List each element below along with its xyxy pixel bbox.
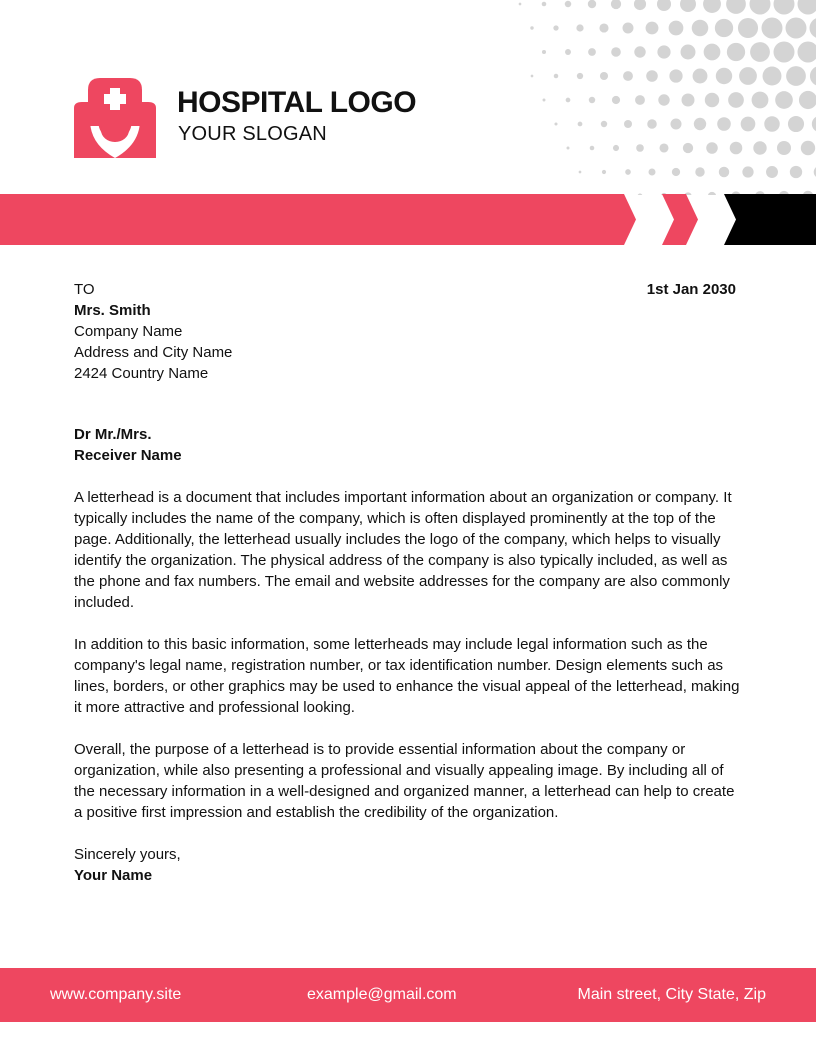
halftone-pattern	[496, 0, 816, 195]
footer-bar	[0, 968, 816, 1022]
greeting-name: Receiver Name	[74, 447, 182, 464]
closing-line: Sincerely yours,	[74, 846, 181, 863]
body-paragraph: A letterhead is a document that includes important information about an organization or company. It typically includes the name of the company, which is often displayed prominently at the top of the page. Additionally, the letterhead usually includes the logo of the company, which helps to visually identify the organization. The physical address of the company is also typically included, as well as the phone and fax numbers. The email and website addresses for the company are also commonly included.	[74, 489, 732, 611]
greeting-title: Dr Mr./Mrs.	[74, 426, 152, 443]
footer-email-link[interactable]: example@gmail.com	[307, 986, 457, 1003]
recipient-name: Mrs. Smith	[74, 302, 151, 319]
signature-name: Your Name	[74, 867, 153, 884]
footer-address: Main street, City State, Zip	[577, 986, 766, 1003]
footer-website-link[interactable]: www.company.site	[50, 986, 182, 1003]
to-label: TO	[74, 281, 95, 298]
recipient-country: 2424 Country Name	[74, 365, 209, 382]
nurse-icon	[74, 78, 156, 158]
banner-bar	[0, 194, 636, 245]
letter-body	[74, 279, 744, 886]
body-paragraph: Overall, the purpose of a letterhead is to provide essential information about the company or organization, while also presenting a professional and visually appealing image. By including all of the necessary information in a well-designed and organized manner, a letterhead can help to create a positive first impression and establish the credibility of the organization.	[74, 741, 735, 821]
brand-slogan: YOUR SLOGAN	[178, 123, 327, 145]
body-paragraph: In addition to this basic information, some letterheads may include legal information such as the company's legal name, registration number, or tax identification number. Design elements such as lines, borders, or other graphics may be used to enhance the visual appeal of the letterhead, making it more attractive and professional looking.	[74, 636, 740, 716]
banner-dark-block	[724, 194, 816, 245]
recipient-address: Address and City Name	[74, 344, 233, 361]
banner-chevron	[662, 194, 698, 245]
brand-name: HOSPITAL LOGO	[177, 86, 417, 119]
recipient-company: Company Name	[74, 323, 183, 340]
header-banner	[0, 194, 816, 245]
letter-date: 1st Jan 2030	[646, 281, 736, 298]
